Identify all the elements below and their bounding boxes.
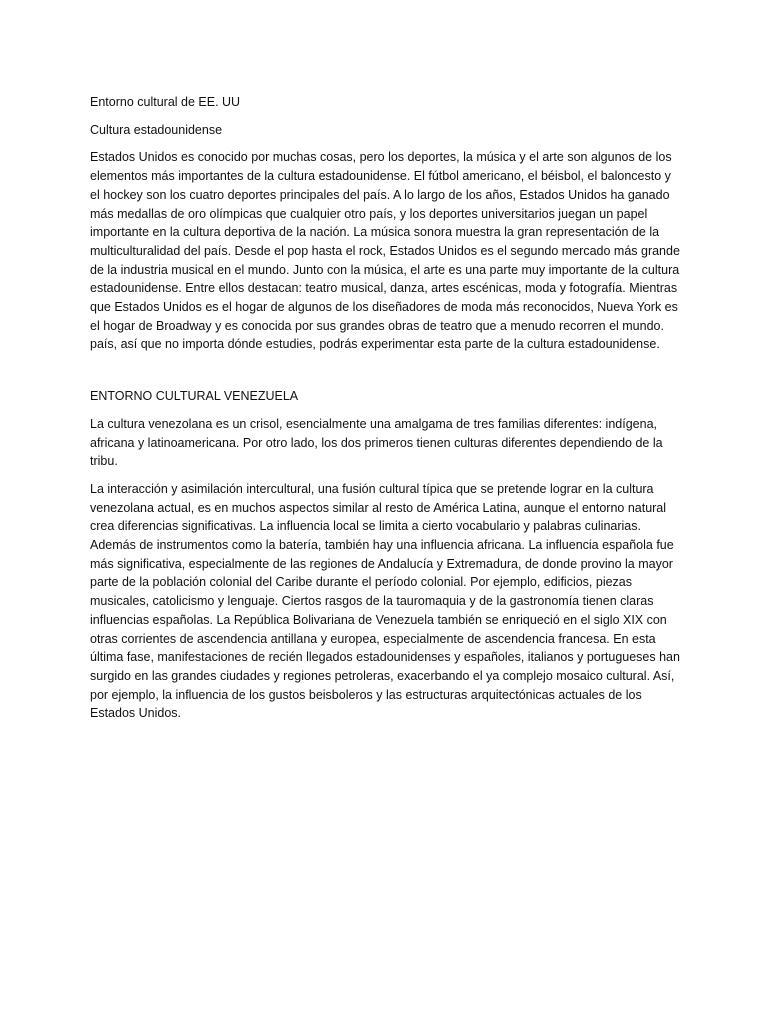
- section-subheading-us: Cultura estadounidense: [90, 122, 223, 137]
- paragraph-venezuela-1: La cultura venezolana es un crisol, esencialmente una amalgama de tres familias diferentes: indígena, africana y latinoamericana. Por otro lado, los dos primeros tienen culturas diferentes dependiendo de la tribu.: [90, 416, 663, 469]
- document-content: [90, 93, 680, 732]
- section-heading-us: Entorno cultural de EE. UU: [90, 95, 241, 109]
- section-heading-venezuela: ENTORNO CULTURAL VENEZUELA: [90, 389, 299, 404]
- paragraph-venezuela-2: La interacción y asimilación intercultural, una fusión cultural típica que se pretende lograr en la cultura venezolana actual, es en muchos aspectos similar al resto de América Latina, aunque el entorno natural crea diferencias significativas. La influencia local se limita a cierto vocabulario y palabras culinarias. Además de instrumentos como la batería, también hay una influencia africana. La influencia española fue más significativa, especialmente de las regiones de Andalucía y Extremadura, de donde provino la mayor parte de la población colonial del Caribe durante el período colonial. Por ejemplo, edificios, piezas musicales, catolicismo y lenguaje. Ciertos rasgos de la tauromaquia y de la gastronomía tienen claras influencias españolas. La República Bolivariana de Venezuela también se enriqueció en el siglo XIX con otras corrientes de ascendencia antillana y europea, especialmente de ascendencia francesa. En esta última fase, manifestaciones de recién llegados estadounidenses y españoles, italianos y portugueses han surgido en las grandes ciudades y regiones petroleras, exacerbando el ya complejo mosaico cultural. Así, por ejemplo, la influencia de los gustos beisboleros y las estructuras arquitectónicas actuales de los Estados Unidos.: [90, 481, 680, 721]
- section-gap: [90, 363, 680, 387]
- paragraph-us: Estados Unidos es conocido por muchas cosas, pero los deportes, la música y el arte son algunos de los elementos más importantes de la cultura estadounidense. El fútbol americano, el béisbol, el baloncesto y el hockey son los cuatro deportes principales del país. A lo largo de los años, Estados Unidos ha ganado más medallas de oro olímpicas que cualquier otro país, y los deportes universitarios juegan un papel importante en la cultura deportiva de la nación. La música sonora muestra la gran representación de la multiculturalidad del país. Desde el pop hasta el rock, Estados Unidos es el segundo mercado más grande de la industria musical en el mundo. Junto con la música, el arte es una parte muy importante de la cultura estadounidense. Entre ellos destacan: teatro musical, danza, artes escénicas, moda y fotografía. Mientras que Estados Unidos es el hogar de algunos de los diseñadores de moda más reconocidos, Nueva York es el hogar de Broadway y es conocida por sus grandes obras de teatro que a menudo recorren el mundo. país, así que no importa dónde estudies, podrás experimentar esta parte de la cultura estadounidense.: [90, 150, 680, 352]
